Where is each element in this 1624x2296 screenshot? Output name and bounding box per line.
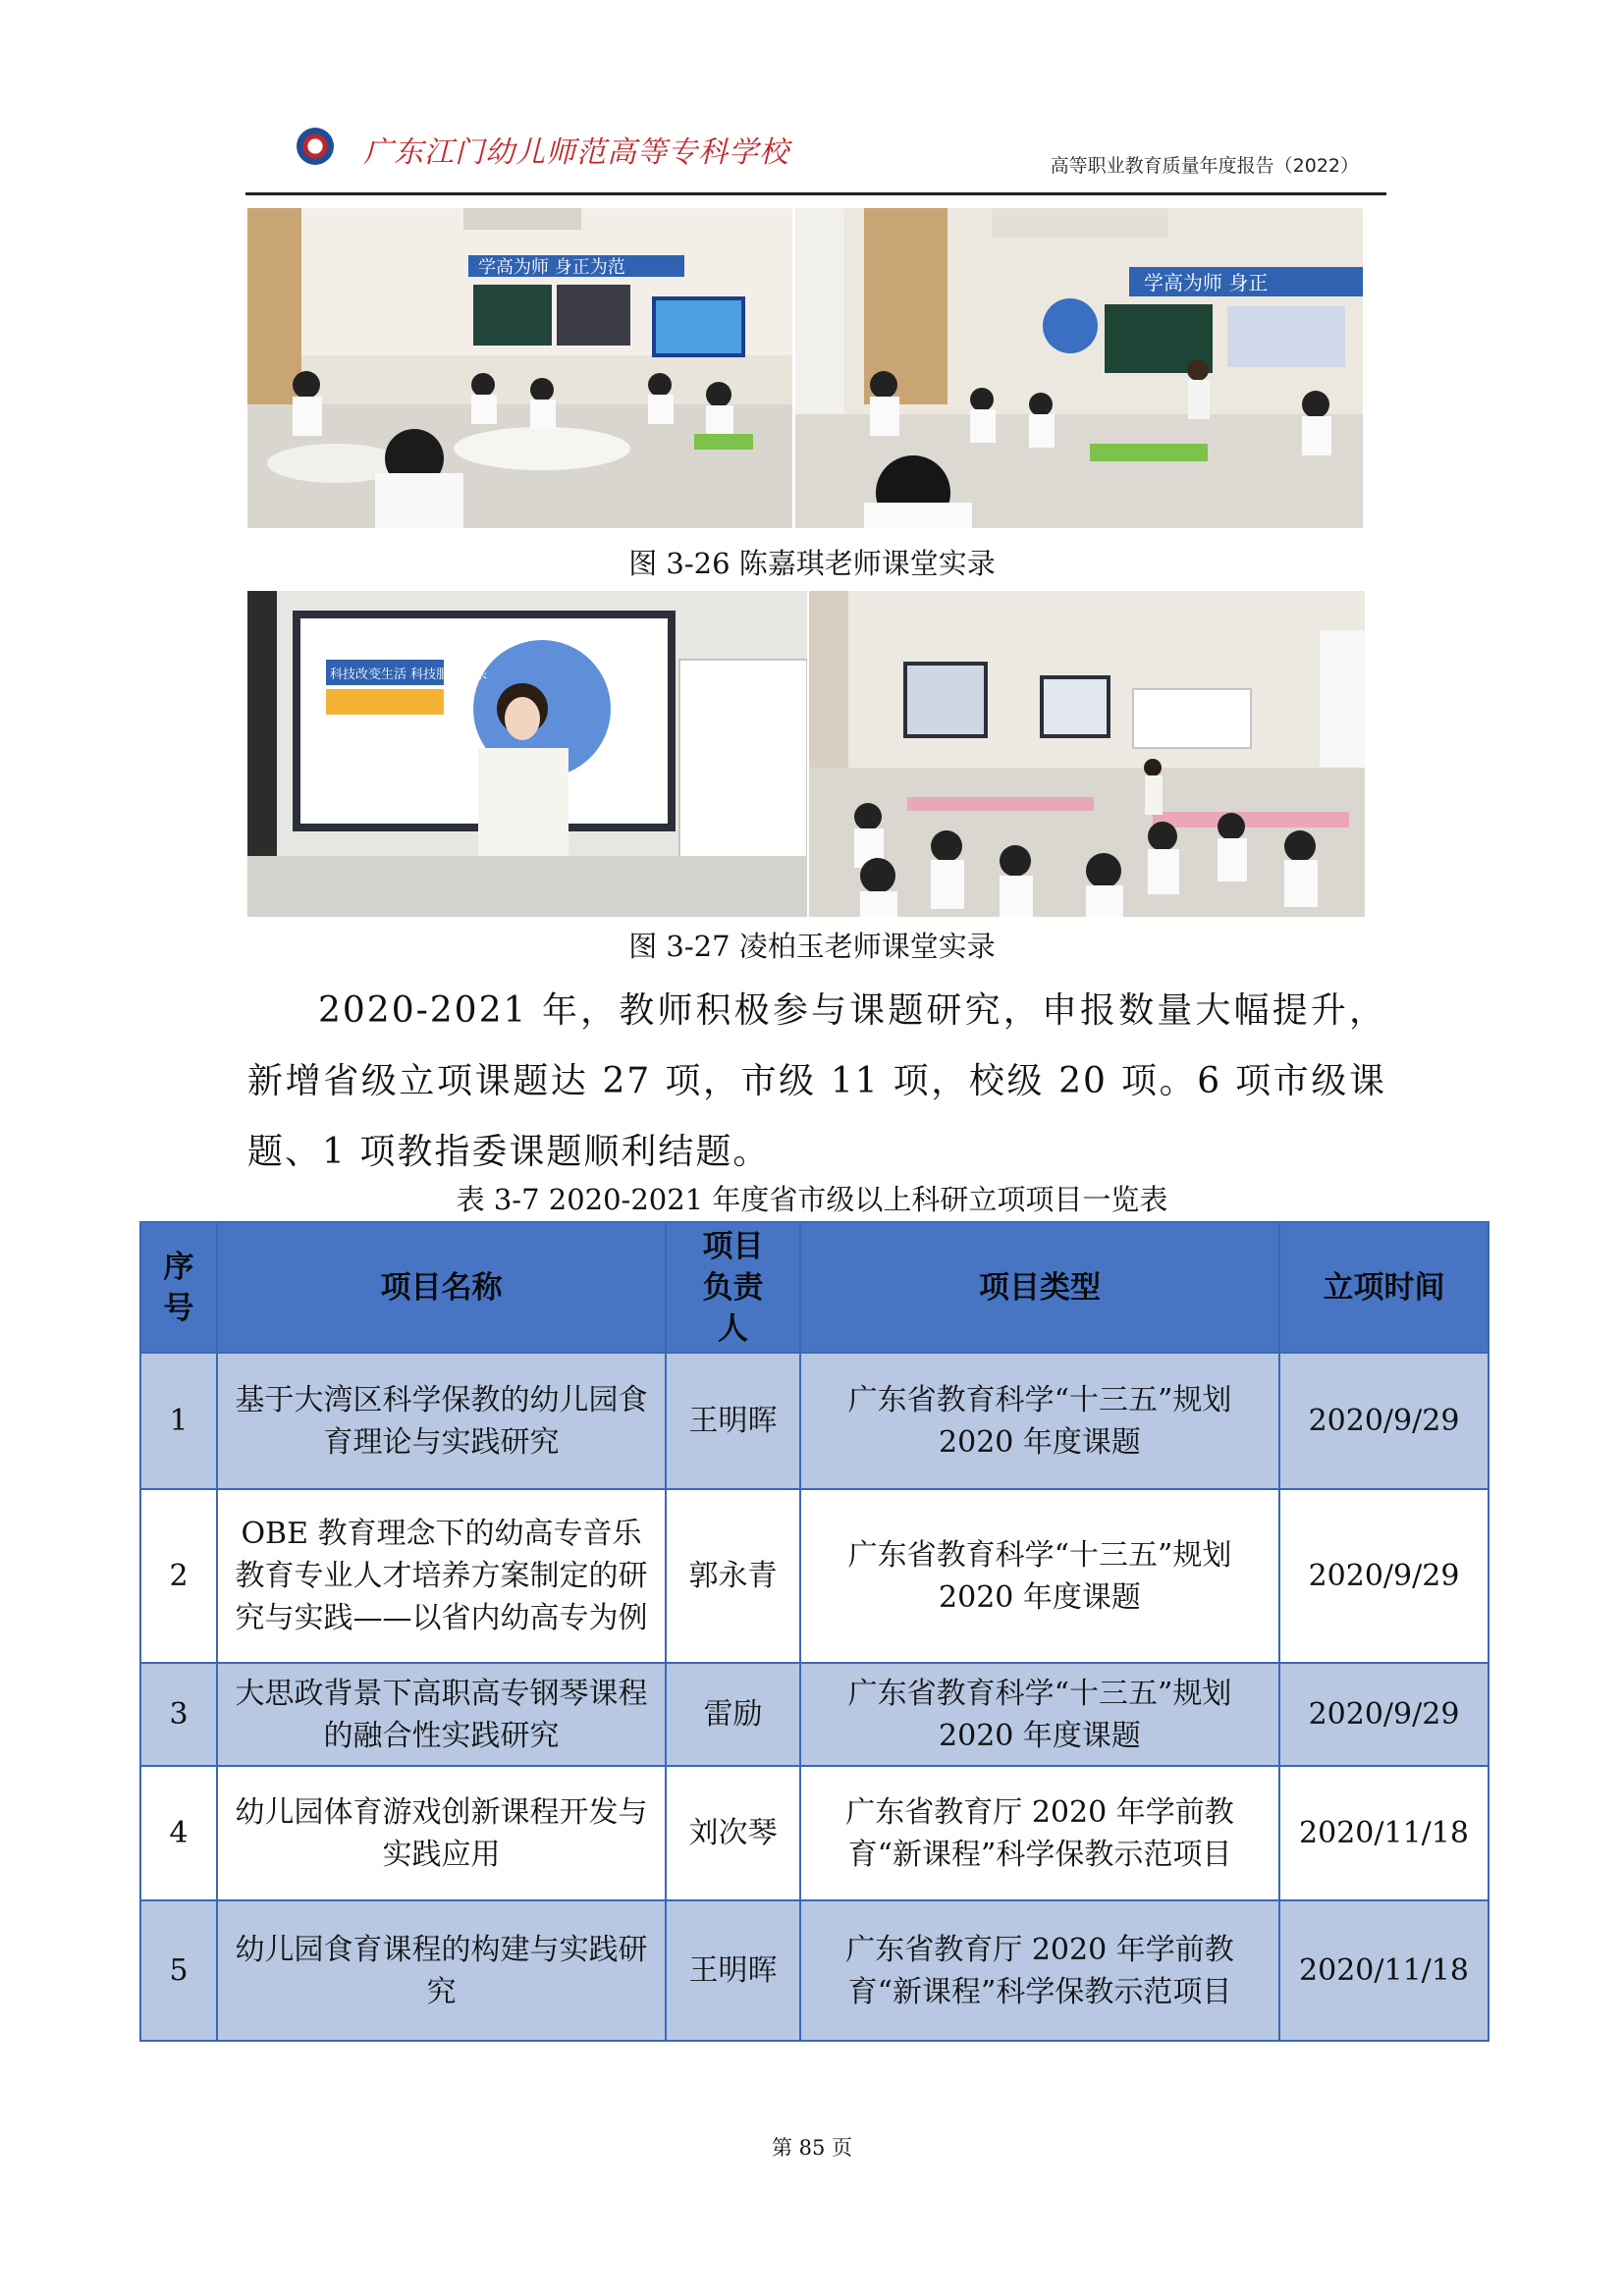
table-header-row bbox=[140, 1222, 1489, 1353]
cell-date: 2020/9/29 bbox=[1279, 1353, 1489, 1489]
cell-leader: 王明晖 bbox=[666, 1900, 800, 2041]
cell-date: 2020/11/18 bbox=[1279, 1900, 1489, 2041]
school-logo-text: 广东江门幼儿师范高等专科学校 bbox=[363, 135, 789, 170]
header-leader: 项目负责人 bbox=[666, 1222, 800, 1353]
screen-text: 科技改变生活 科技服务未来 bbox=[330, 667, 488, 682]
page-number: 第 85 页 bbox=[771, 2136, 853, 2160]
cell-date: 2020/9/29 bbox=[1279, 1489, 1489, 1663]
cell-name: 幼儿园体育游戏创新课程开发与实践应用 bbox=[217, 1766, 666, 1900]
header-date: 立项时间 bbox=[1279, 1222, 1489, 1353]
slogan-text: 学高为师 身正为范 bbox=[478, 257, 625, 278]
school-seal-icon bbox=[297, 128, 334, 165]
table-row bbox=[140, 1663, 1489, 1766]
cell-date: 2020/11/18 bbox=[1279, 1766, 1489, 1900]
cell-type: 广东省教育科学“十三五”规划 2020 年度课题 bbox=[800, 1663, 1279, 1766]
header-name: 项目名称 bbox=[217, 1222, 666, 1353]
cell-leader: 王明晖 bbox=[666, 1353, 800, 1489]
figure-caption-3-27: 图 3-27 凌柏玉老师课堂实录 bbox=[628, 930, 996, 963]
table-row bbox=[140, 1353, 1489, 1489]
cell-no: 5 bbox=[140, 1900, 217, 2041]
table-row bbox=[140, 1489, 1489, 1663]
cell-no: 2 bbox=[140, 1489, 217, 1663]
report-title: 高等职业教育质量年度报告（2022） bbox=[1050, 155, 1359, 177]
cell-type: 广东省教育厅 2020 年学前教育“新课程”科学保教示范项目 bbox=[800, 1766, 1279, 1900]
cell-leader: 雷励 bbox=[666, 1663, 800, 1766]
cell-leader: 郭永青 bbox=[666, 1489, 800, 1663]
slogan-text: 学高为师 身正 bbox=[1144, 271, 1269, 294]
table-row bbox=[140, 1766, 1489, 1900]
photo-classroom-left bbox=[247, 208, 792, 528]
header-type: 项目类型 bbox=[800, 1222, 1279, 1353]
research-paragraph: 2020-2021 年，教师积极参与课题研究，申报数量大幅提升，新增省级立项课题达 27 项，市级 11 项，校级 20 项。6 项市级课题、1 项教指委课题顺利结题。 bbox=[247, 990, 1386, 1172]
photo-classroom-right bbox=[795, 208, 1363, 528]
figure-caption-3-26: 图 3-26 陈嘉琪老师课堂实录 bbox=[628, 547, 996, 580]
cell-name: 幼儿园食育课程的构建与实践研究 bbox=[217, 1900, 666, 2041]
cell-leader: 刘次琴 bbox=[666, 1766, 800, 1900]
cell-name: OBE 教育理念下的幼高专音乐教育专业人才培养方案制定的研究与实践——以省内幼高专为例 bbox=[217, 1489, 666, 1663]
photo-classroom-wide bbox=[809, 591, 1365, 917]
cell-type: 广东省教育科学“十三五”规划 2020 年度课题 bbox=[800, 1353, 1279, 1489]
cell-name: 基于大湾区科学保教的幼儿园食育理论与实践研究 bbox=[217, 1353, 666, 1489]
photo-teacher-closeup bbox=[247, 591, 807, 917]
cell-no: 1 bbox=[140, 1353, 217, 1489]
cell-date: 2020/9/29 bbox=[1279, 1663, 1489, 1766]
research-projects-table bbox=[139, 1221, 1489, 2042]
cell-type: 广东省教育厅 2020 年学前教育“新课程”科学保教示范项目 bbox=[800, 1900, 1279, 2041]
cell-no: 4 bbox=[140, 1766, 217, 1900]
table-title: 表 3-7 2020-2021 年度省市级以上科研立项项目一览表 bbox=[456, 1183, 1168, 1216]
cell-name: 大思政背景下高职高专钢琴课程的融合性实践研究 bbox=[217, 1663, 666, 1766]
cell-type: 广东省教育科学“十三五”规划 2020 年度课题 bbox=[800, 1489, 1279, 1663]
header-no: 序号 bbox=[140, 1222, 217, 1353]
table-row bbox=[140, 1900, 1489, 2041]
cell-no: 3 bbox=[140, 1663, 217, 1766]
page-header bbox=[245, 120, 1386, 195]
